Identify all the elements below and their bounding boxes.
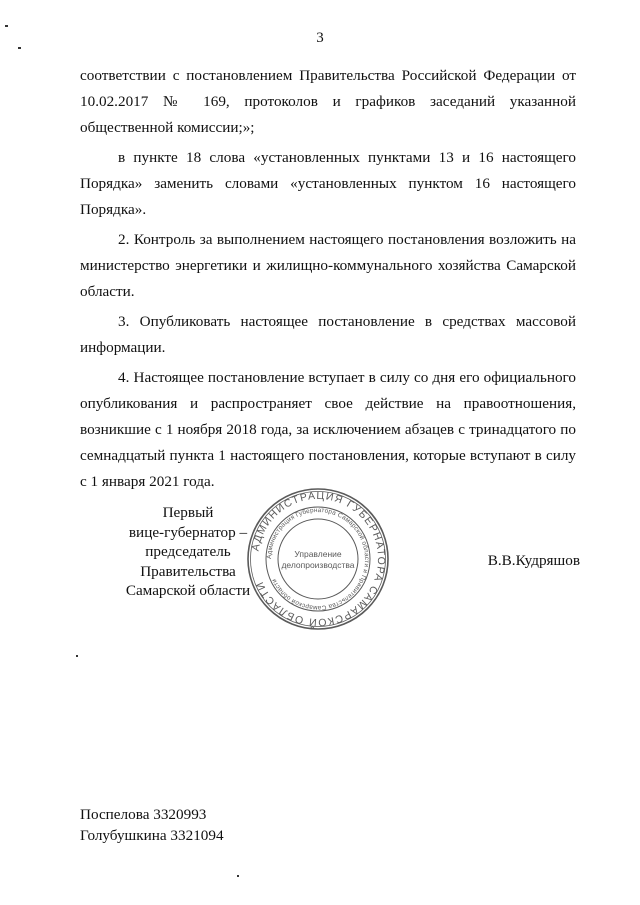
paragraph-item-2: 2. Контроль за выполнением настоящего постановления возложить на министерство энергетики и жилищно-коммунального хозяйства Самарской области. bbox=[80, 231, 576, 300]
signatory-line: вице-губернатор – bbox=[128, 523, 248, 541]
document-body bbox=[80, 63, 576, 499]
paragraph-item-4: 4. Настоящее постановление вступает в силу со дня его официального опубликования и распространяет свое действие на правоотношения, возникшие с 1 ноября 2018 года, за исключением абзацев с тринадцатого по семнадцатый пункта 1 настоящего постановления, которые вступают в силу с 1 января 2021 года. bbox=[80, 369, 576, 490]
scan-speck bbox=[18, 47, 21, 49]
scan-speck bbox=[237, 875, 239, 877]
seal-graphic bbox=[246, 487, 390, 631]
paragraph-point-18: в пункте 18 слова «установленных пунктами 13 и 16 настоящего Порядка» заменить словами «установленных пунктом 16 настоящего Порядка». bbox=[80, 149, 576, 218]
scan-speck bbox=[5, 25, 8, 27]
signatory-line: Самарской области bbox=[125, 582, 251, 599]
scan-speck bbox=[76, 655, 78, 657]
official-seal-stamp bbox=[246, 487, 390, 631]
signer-name: В.В.Кудряшов bbox=[487, 552, 580, 569]
signatory-line: председатель Правительства bbox=[140, 543, 236, 580]
contact-line: Поспелова 3320993 bbox=[80, 806, 207, 823]
seal-center-line2: делопроизводства bbox=[281, 560, 355, 570]
signatory-line: Первый bbox=[162, 504, 214, 521]
page-number: 3 bbox=[316, 30, 324, 46]
seal-outer-text: АДМИНИСТРАЦИЯ ГУБЕРНАТОРА САМАРСКОЙ ОБЛАСТИ bbox=[249, 489, 388, 629]
contacts-block bbox=[80, 804, 224, 846]
paragraph-continuation: соответствии с постановлением Правительства Российской Федерации от 10.02.2017 № 169, протоколов и графиков заседаний указанной общественной комиссии;»; bbox=[80, 67, 576, 136]
paragraph-item-3: 3. Опубликовать настоящее постановление в средствах массовой информации. bbox=[80, 313, 576, 356]
contact-line: Голубушкина 3321094 bbox=[80, 827, 224, 844]
seal-inner-text: Администрация Губернатора Самарской области и Правительства Самарской области bbox=[265, 506, 371, 612]
seal-center-line1: Управление bbox=[294, 549, 342, 559]
